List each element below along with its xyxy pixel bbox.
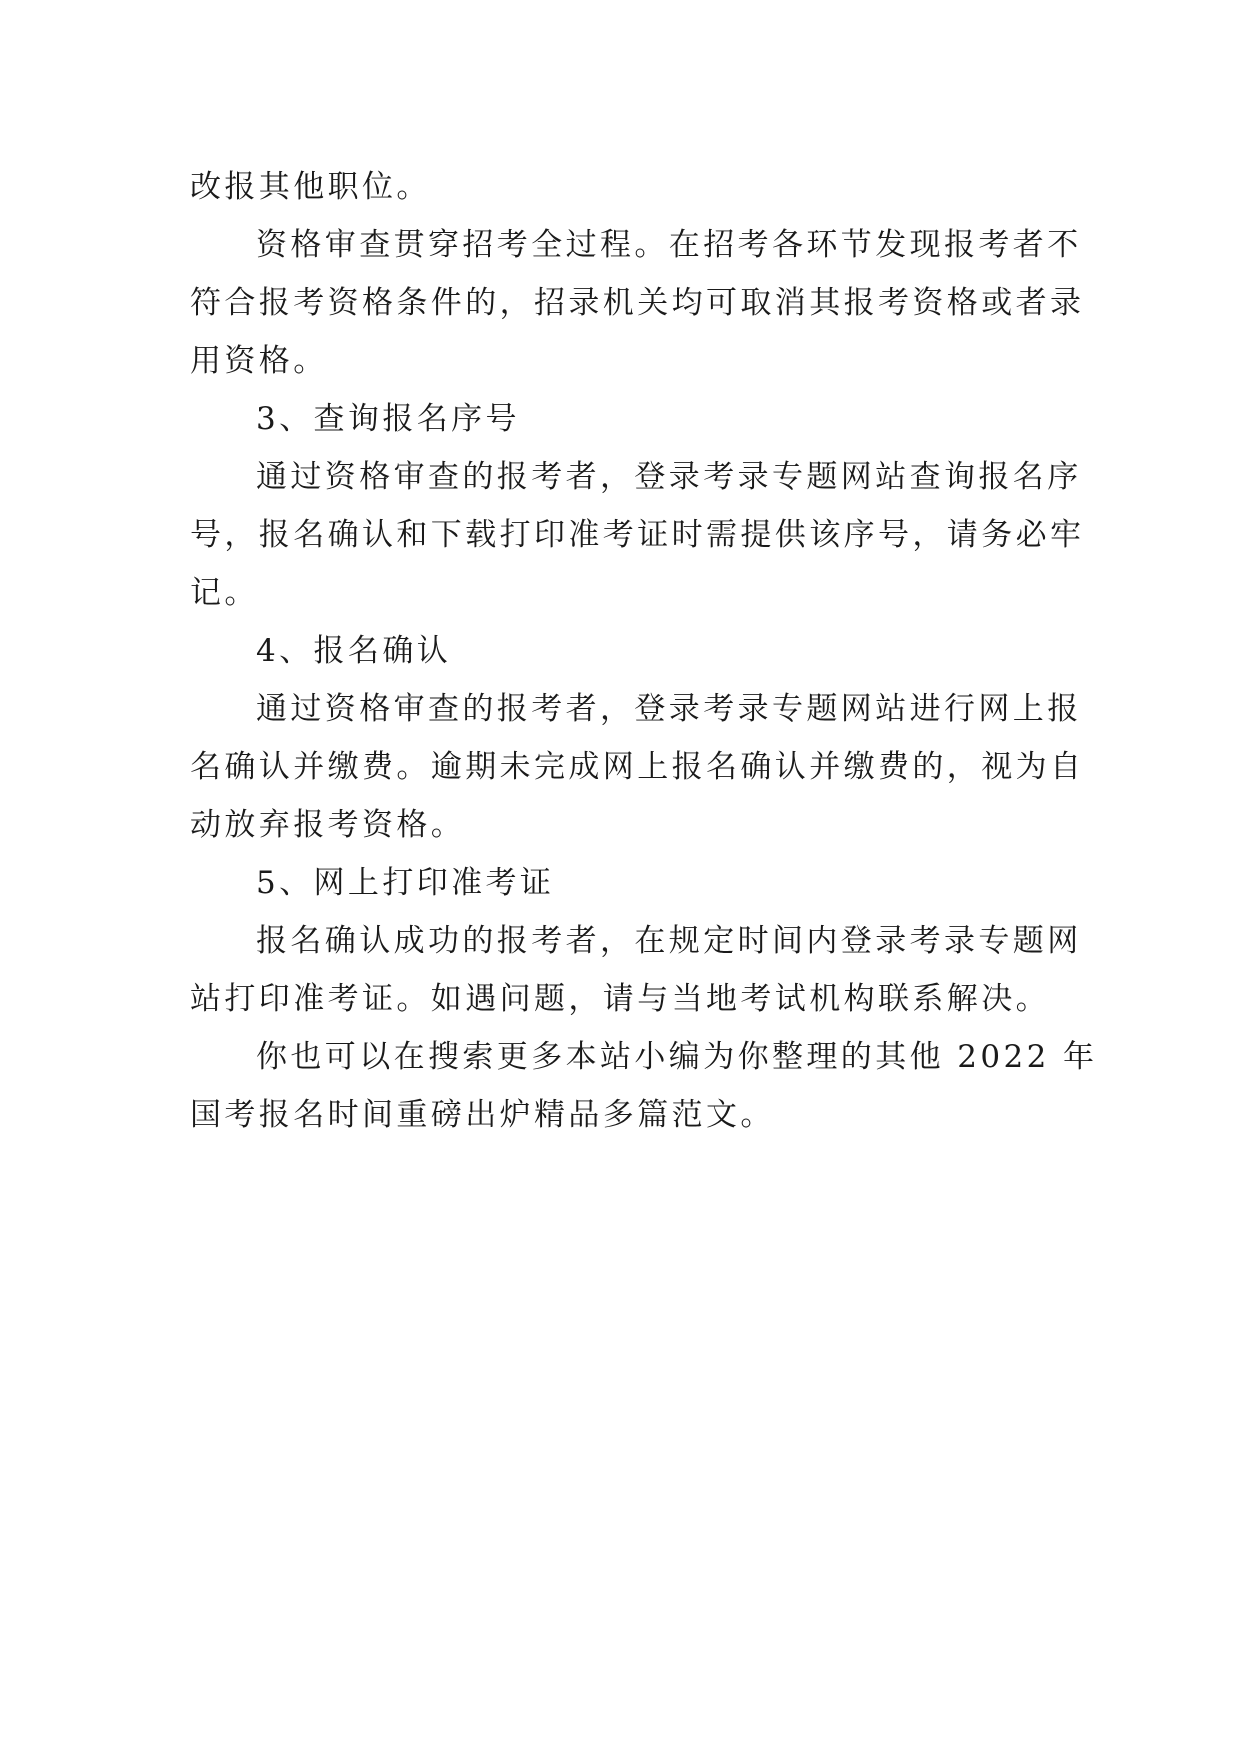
paragraph-closing: 你也可以在搜索更多本站小编为你整理的其他 2022 年: [256, 1039, 1098, 1075]
text-line: 名确认并缴费。逾期未完成网上报名确认并缴费的，视为自: [190, 749, 1085, 785]
paragraph-print-ticket: 报名确认成功的报考者，在规定时间内登录考录专题网: [256, 923, 1082, 959]
paragraph-confirm: 通过资格审查的报考者，登录考录专题网站进行网上报: [256, 691, 1082, 727]
text-line: 站打印准考证。如遇问题，请与当地考试机构联系解决。: [190, 981, 1050, 1017]
section-heading-query-number: 3、查询报名序号: [256, 401, 520, 437]
text-line: 国考报名时间重磅出炉精品多篇范文。: [190, 1097, 775, 1133]
text-line: 用资格。: [190, 343, 328, 379]
text-line: 符合报考资格条件的，招录机关均可取消其报考资格或者录: [190, 285, 1085, 321]
text-line: 号，报名确认和下载打印准考证时需提供该序号，请务必牢: [190, 517, 1085, 553]
section-heading-print-ticket: 5、网上打印准考证: [256, 865, 555, 901]
paragraph-query-number: 通过资格审查的报考者，登录考录专题网站查询报名序: [256, 459, 1082, 495]
text-line: 改报其他职位。: [190, 169, 431, 205]
text-line: 记。: [190, 575, 259, 611]
document-body: [190, 158, 1098, 1144]
section-heading-confirm: 4、报名确认: [256, 633, 452, 669]
text-line: 动放弃报考资格。: [190, 807, 466, 843]
paragraph-qualification-review: 资格审查贯穿招考全过程。在招考各环节发现报考者不: [256, 227, 1082, 263]
